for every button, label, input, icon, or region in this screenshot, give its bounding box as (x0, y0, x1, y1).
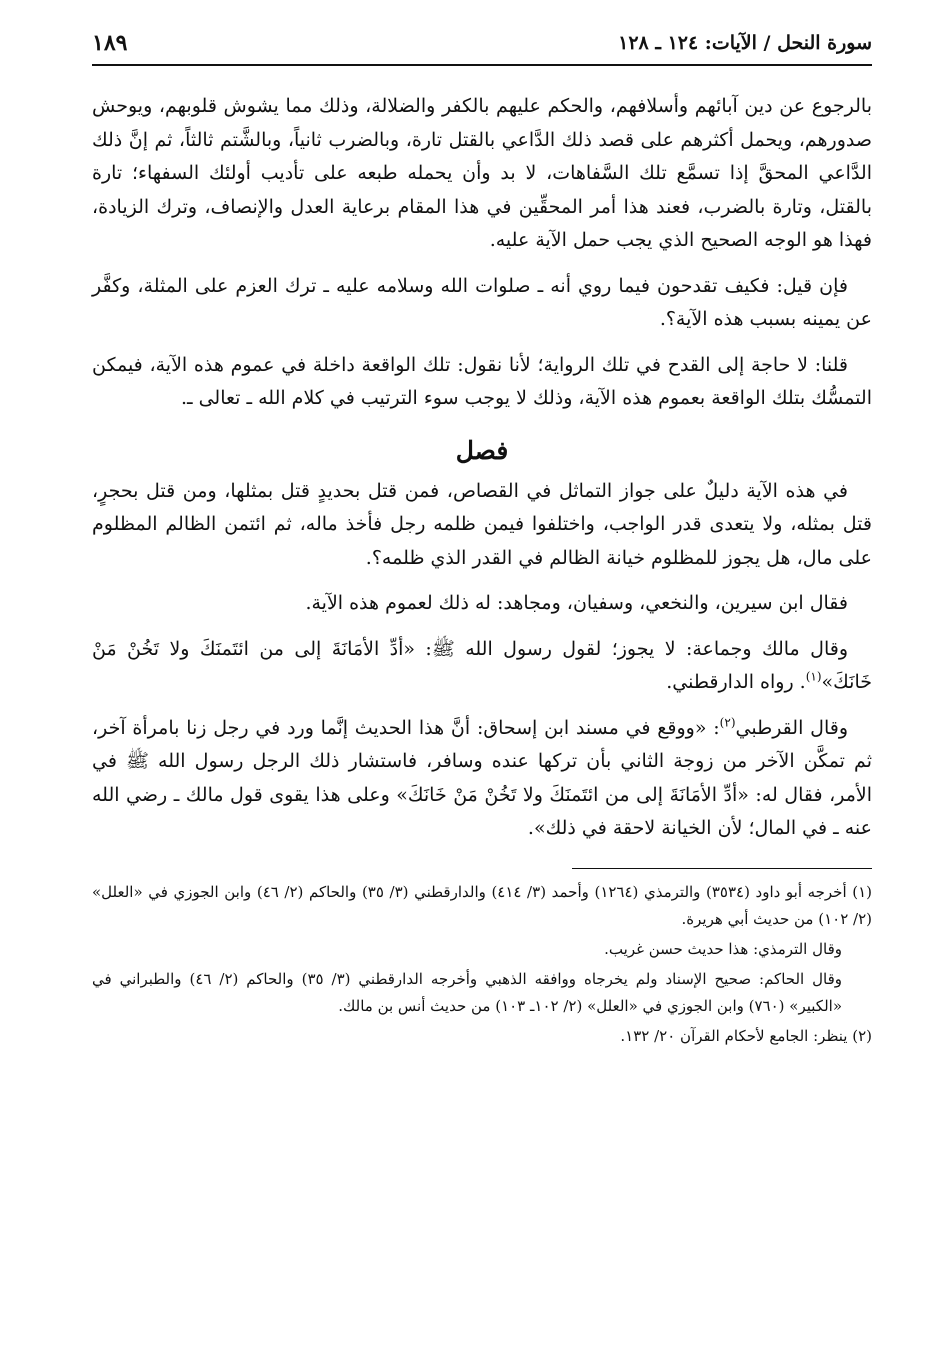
paragraph-6-text: وقال مالك وجماعة: لا يجوز؛ لقول رسول الله ﷺ: «أدِّ الأمَانَةَ إلى من ائتَمنَكَ ولا تَخُنْ مَنْ خَانَكَ» (92, 637, 872, 693)
footnote-1-hakim: وقال الحاكم: صحيح الإسناد ولم يخرجاه ووافقه الذهبي وأخرجه الدارقطني (٣/ ٣٥) والحاكم (٢/ ٤٦) والطبراني في «الكبير» (٧٦٠) وابن الجوزي في «العلل» (٢/ ١٠٢ـ ١٠٣) من حديث أنس بن مالك. (92, 969, 843, 1015)
footnote-ref-2[interactable]: (٢) (719, 715, 736, 730)
paragraph-5: فقال ابن سيرين، والنخعي، وسفيان، ومجاهد: له ذلك لعموم هذه الآية. (305, 592, 848, 614)
section-title: فصل (455, 435, 509, 465)
footnote-ref-1[interactable]: (١) (805, 669, 822, 684)
page-header (92, 30, 872, 66)
paragraph-7 (92, 712, 872, 846)
book-page (92, 30, 872, 1053)
footnote-divider (572, 868, 872, 869)
footnote-1-tirmidhi: وقال الترمذي: هذا حديث حسن غريب. (604, 939, 842, 958)
paragraph-1: بالرجوع عن دين آبائهم وأسلافهم، والحكم عليهم بالكفر والضلالة، وذلك مما يشوش قلوبهم، ويوحش صدورهم، ويحمل أكثرهم على قصد ذلك الدَّاعي بالقتل تارة، وبالضرب ثانياً، وبالشَّتم ثالثاً، ثم إنَّ ذلك الدَّاعي المحقَّ إذا تسمَّع تلك السَّفاهات، لا بد وأن يحمله طبعه على تأديب أولئك السفهاء؛ تارة بالقتل، وتارة بالضرب، فعند هذا أمر المحقِّين في هذا المقام برعاية العدل والإنصاف، وترك الزيادة، فهذا هو الوجه الصحيح الذي يجب حمل الآية عليه. (92, 95, 872, 251)
main-text (92, 90, 872, 846)
paragraph-6-end: . رواه الدارقطني. (666, 671, 806, 693)
paragraph-2: فإن قيل: فكيف تقدحون فيما روي أنه ـ صلوات الله وسلامه عليه ـ ترك العزم على المثلة، وكفَّر عن يمينه بسبب هذه الآية؟. (92, 274, 872, 330)
footnote-1: (١) أخرجه أبو داود (٣٥٣٤) والترمذي (١٢٦٤) وأحمد (٣/ ٤١٤) والدارقطني (٣/ ٣٥) والحاكم (٢/ ٤٦) وابن الجوزي في «العلل» (٢/ ١٠٢) من حديث أبي هريرة. (92, 882, 872, 928)
paragraph-6 (92, 633, 872, 700)
paragraph-7-text: : «ووقع في مسند ابن إسحاق: أنَّ هذا الحديث إنَّما ورد في رجل زنا بامرأة آخر، ثم تمكَّن الآخر من زوجة الثاني بأن تركها عنده وسافر، فاستشار ذلك الرجل رسول الله ﷺ في الأمر، فقال له: «أدِّ الأمَانَةَ إلى من ائتَمنَكَ ولا تَخُنْ مَنْ خَانَكَ» وعلى هذا يقوى قول مالك ـ رضي الله عنه ـ في المال؛ لأن الخيانة لاحقة في ذلك». (92, 716, 872, 839)
page-number: ١٨٩ (92, 30, 128, 56)
running-title: سورة النحل / الآيات: ١٢٤ ـ ١٢٨ (618, 32, 872, 54)
footnotes (92, 879, 872, 1050)
paragraph-7-start: وقال القرطبي (735, 716, 849, 739)
paragraph-3: قلنا: لا حاجة إلى القدح في تلك الرواية؛ لأنا نقول: تلك الواقعة داخلة في عموم هذه الآية، فيمكن التمسُّك بتلك الواقعة بعموم هذه الآية، وذلك لا يوجب سوء الترتيب في كلام الله ـ تعالى ـ. (92, 353, 872, 409)
footnote-2: (٢) ينظر: الجامع لأحكام القرآن ٢٠/ ١٣٢. (620, 1026, 872, 1045)
paragraph-4: في هذه الآية دليلٌ على جواز التماثل في القصاص، فمن قتل بحديدٍ قتل بمثلها، ومن قتل بحجرٍ، قتل بمثله، ولا يتعدى قدر الواجب، واختلفوا فيمن ظلمه رجل فأخذ ماله، ثم ائتمن الظالم المظلوم على مال، هل يجوز للمظلوم خيانة الظالم في القدر الذي ظلمه؟. (92, 479, 872, 569)
